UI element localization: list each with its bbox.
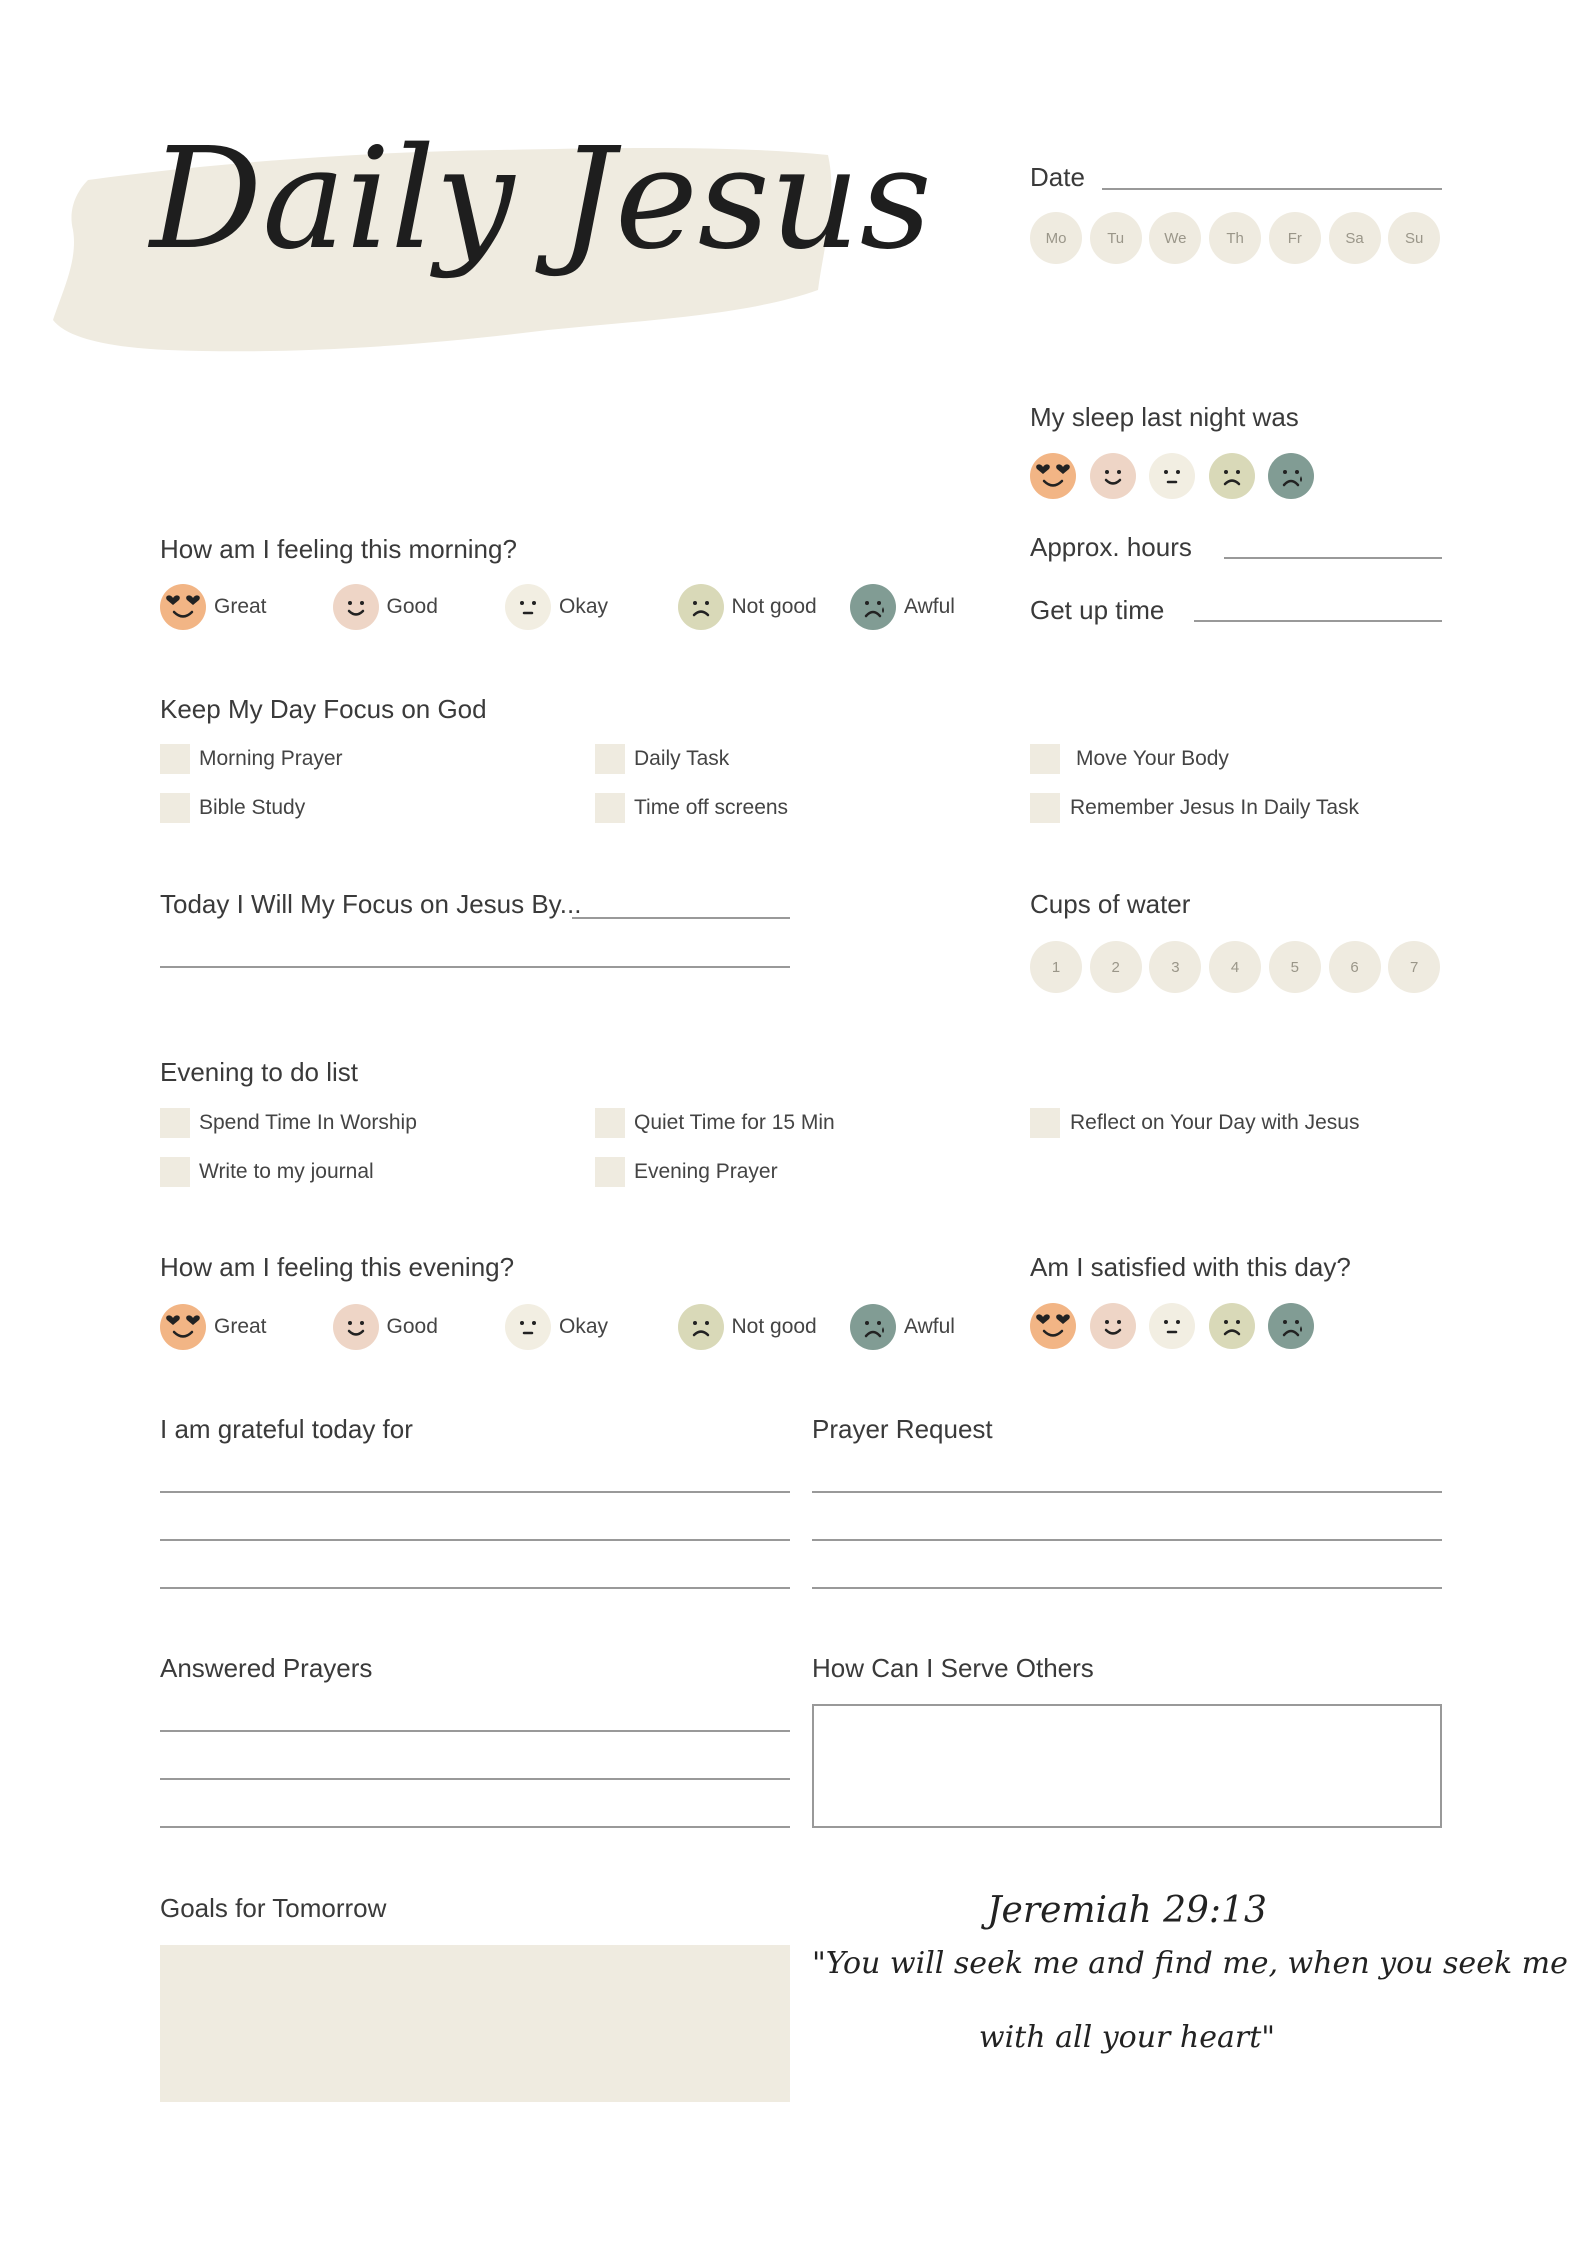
serve-box[interactable]: [812, 1704, 1442, 1828]
sleep-great-face-icon[interactable]: [1030, 453, 1076, 499]
focus-item-label: Move Your Body: [1076, 747, 1229, 770]
sleep-label: My sleep last night was: [1030, 402, 1299, 432]
grateful-line-3[interactable]: [160, 1587, 790, 1589]
answered-line-1[interactable]: [160, 1730, 790, 1732]
today-focus-line-1[interactable]: [572, 917, 790, 919]
grateful-line-2[interactable]: [160, 1539, 790, 1541]
water-cup-7[interactable]: 7: [1388, 941, 1440, 993]
sleep-awful-face-icon[interactable]: [1268, 453, 1314, 499]
evening-todo-item-label: Quiet Time for 15 Min: [634, 1111, 835, 1134]
evening-todo-item-label: Spend Time In Worship: [199, 1111, 417, 1134]
morning-awful-face-icon[interactable]: [850, 584, 896, 630]
evening-todo-checkbox[interactable]: [160, 1108, 190, 1138]
day-circle-th[interactable]: Th: [1209, 212, 1261, 264]
focus-label: Keep My Day Focus on God: [160, 694, 487, 724]
hours-label: Approx. hours: [1030, 532, 1192, 562]
prayer-request-label: Prayer Request: [812, 1414, 993, 1444]
focus-item-label: Time off screens: [634, 796, 789, 819]
serve-label: How Can I Serve Others: [812, 1653, 1094, 1683]
evening-mood-label: Great: [214, 1315, 267, 1338]
water-cup-5[interactable]: 5: [1269, 941, 1321, 993]
satisfied-okay-face-icon[interactable]: [1149, 1303, 1195, 1349]
focus-checkbox[interactable]: [160, 744, 190, 774]
grateful-line-1[interactable]: [160, 1491, 790, 1493]
focus-item-label: Morning Prayer: [199, 747, 343, 770]
satisfied-label: Am I satisfied with this day?: [1030, 1252, 1351, 1282]
page-title: Daily Jesus: [150, 118, 932, 281]
prayer-line-1[interactable]: [812, 1491, 1442, 1493]
morning-okay-face-icon[interactable]: [505, 584, 551, 630]
day-circle-tu[interactable]: Tu: [1090, 212, 1142, 264]
getup-label: Get up time: [1030, 595, 1165, 625]
answered-line-3[interactable]: [160, 1826, 790, 1828]
morning-mood-label: Good: [386, 595, 438, 618]
morning-good-face-icon[interactable]: [333, 584, 379, 630]
water-cup-2[interactable]: 2: [1090, 941, 1142, 993]
verse-line-2: with all your heart": [978, 2020, 1276, 2055]
evening-todo-checkbox[interactable]: [1030, 1108, 1060, 1138]
date-line[interactable]: [1102, 188, 1442, 190]
hours-line[interactable]: [1224, 557, 1442, 559]
focus-checkbox[interactable]: [1030, 793, 1060, 823]
prayer-line-3[interactable]: [812, 1587, 1442, 1589]
day-circle-su[interactable]: Su: [1388, 212, 1440, 264]
water-label: Cups of water: [1030, 889, 1191, 919]
morning-great-face-icon[interactable]: [160, 584, 206, 630]
evening-good-face-icon[interactable]: [333, 1304, 379, 1350]
date-label: Date: [1030, 162, 1085, 192]
evening-awful-face-icon[interactable]: [850, 1304, 896, 1350]
evening-mood-label: Awful: [904, 1315, 955, 1338]
evening-great-face-icon[interactable]: [160, 1304, 206, 1350]
satisfied-good-face-icon[interactable]: [1090, 1303, 1136, 1349]
evening-label: How am I feeling this evening?: [160, 1252, 515, 1282]
evening-notgood-face-icon[interactable]: [678, 1304, 724, 1350]
today-focus-label: Today I Will My Focus on Jesus By...: [160, 889, 582, 919]
evening-todo-item-label: Reflect on Your Day with Jesus: [1070, 1111, 1360, 1134]
water-cup-3[interactable]: 3: [1149, 941, 1201, 993]
evening-todo-label: Evening to do list: [160, 1057, 359, 1087]
morning-mood-label: Not good: [731, 595, 817, 618]
goals-box[interactable]: [160, 1945, 790, 2102]
evening-todo-checkbox[interactable]: [160, 1157, 190, 1187]
focus-item-label: Daily Task: [634, 747, 730, 770]
morning-mood-label: Awful: [904, 595, 955, 618]
day-circle-fr[interactable]: Fr: [1269, 212, 1321, 264]
answered-line-2[interactable]: [160, 1778, 790, 1780]
morning-notgood-face-icon[interactable]: [678, 584, 724, 630]
day-circle-we[interactable]: We: [1149, 212, 1201, 264]
focus-checkbox[interactable]: [160, 793, 190, 823]
prayer-line-2[interactable]: [812, 1539, 1442, 1541]
evening-mood-label: Not good: [731, 1315, 817, 1338]
morning-mood-label: Okay: [559, 595, 609, 618]
evening-mood-label: Good: [386, 1315, 438, 1338]
grateful-label: I am grateful today for: [160, 1414, 413, 1444]
day-circle-sa[interactable]: Sa: [1329, 212, 1381, 264]
satisfied-notgood-face-icon[interactable]: [1209, 1303, 1255, 1349]
water-cup-4[interactable]: 4: [1209, 941, 1261, 993]
sleep-good-face-icon[interactable]: [1090, 453, 1136, 499]
getup-line[interactable]: [1194, 620, 1442, 622]
goals-label: Goals for Tomorrow: [160, 1893, 387, 1923]
focus-checkbox[interactable]: [595, 744, 625, 774]
sleep-notgood-face-icon[interactable]: [1209, 453, 1255, 499]
today-focus-line-2[interactable]: [160, 966, 790, 968]
focus-item-label: Remember Jesus In Daily Task: [1070, 796, 1360, 819]
evening-todo-checkbox[interactable]: [595, 1108, 625, 1138]
evening-todo-item-label: Write to my journal: [199, 1160, 374, 1183]
satisfied-awful-face-icon[interactable]: [1268, 1303, 1314, 1349]
verse-line-1: "You will seek me and find me, when you seek me: [812, 1946, 1568, 1981]
evening-todo-item-label: Evening Prayer: [634, 1160, 778, 1183]
answered-label: Answered Prayers: [160, 1653, 373, 1683]
verse-reference: Jeremiah 29:13: [987, 1890, 1267, 1931]
satisfied-great-face-icon[interactable]: [1030, 1303, 1076, 1349]
evening-todo-checkbox[interactable]: [595, 1157, 625, 1187]
water-cup-6[interactable]: 6: [1329, 941, 1381, 993]
focus-item-label: Bible Study: [199, 796, 306, 819]
morning-mood-label: Great: [214, 595, 267, 618]
focus-checkbox[interactable]: [595, 793, 625, 823]
day-circle-mo[interactable]: Mo: [1030, 212, 1082, 264]
focus-checkbox[interactable]: [1030, 744, 1060, 774]
evening-mood-label: Okay: [559, 1315, 609, 1338]
water-cup-1[interactable]: 1: [1030, 941, 1082, 993]
evening-okay-face-icon[interactable]: [505, 1304, 551, 1350]
morning-label: How am I feeling this morning?: [160, 534, 517, 564]
sleep-okay-face-icon[interactable]: [1149, 453, 1195, 499]
